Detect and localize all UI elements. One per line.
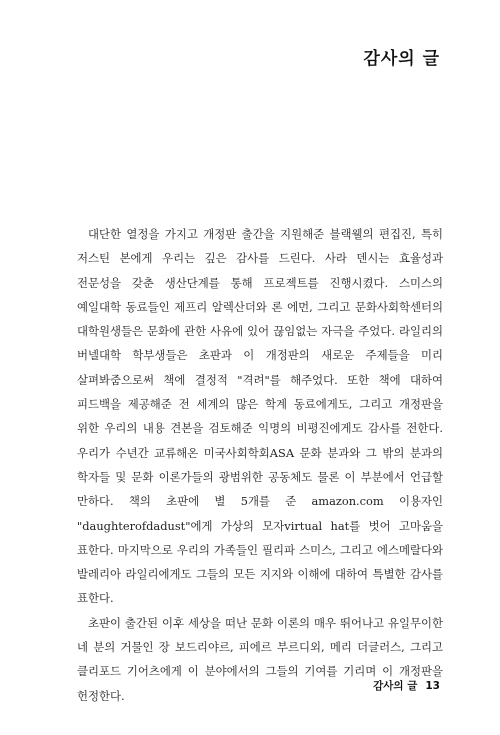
page-number: 13 xyxy=(425,680,440,692)
paragraph-acknowledgements: 대단한 열정을 가지고 개정판 출간을 지원해준 블랙웰의 편집진, 특히 저스틴 본에게 우리는 깊은 감사를 드린다. 사라 덴시는 효율성과 전문성을 갖춘 생산단계를 통해 프로젝트를 진행시켰다. 스미스의 예일대학 동료들인 제프리 알렉산더와 론 에먼, 그리고 문화사회학센터의 대학원생들은 문화에 관한 사유에 있어 끊임없는 자극을 주었다. 라일리의 버넬대학 학부생들은 초판과 이 개정판의 새로운 주제들을 미리 살펴봐줌으로써 책에 결정적 "격려"를 해주었다. 또한 책에 대하여 피드백을 제공해준 전 세계의 많은 학계 동료에게도, 그리고 개정판을 위한 우리의 내용 견본을 검토해준 익명의 비평진에게도 감사를 전한다. 우리가 수년간 교류해온 미국사회학회ASA 문화 분과와 그 밖의 분과의 학자들 및 문화 이론가들의 광범위한 공동체도 물론 이 부분에서 언급할 만하다. 책의 초판에 별 5개를 준 amazon.com 이용자인 "daughterofdadust"에게 가상의 모자virtual hat를 벗어 고마움을 표한다. 마지막으로 우리의 가족들인 필리파 스미스, 그리고 에스메랄다와 발레리아 라일리에게도 그들의 모든 지지와 이해에 대하여 특별한 감사를 표한다. xyxy=(77,227,443,606)
body-text xyxy=(77,222,443,708)
paragraph-dedication: 초판이 출간된 이후 세상을 떠난 문화 이론의 매우 뛰어나고 유일무이한 네 분의 거물인 장 보드리야르, 피에르 부르디외, 메리 더글러스, 그리고 클리포드 기어츠에게 이 분야에서의 그들의 기여를 기리며 이 개정판을 헌정한다. xyxy=(77,615,443,703)
page-footer xyxy=(373,678,440,693)
page-title: 감사의 글 xyxy=(363,49,440,69)
running-title: 감사의 글 xyxy=(373,680,418,692)
